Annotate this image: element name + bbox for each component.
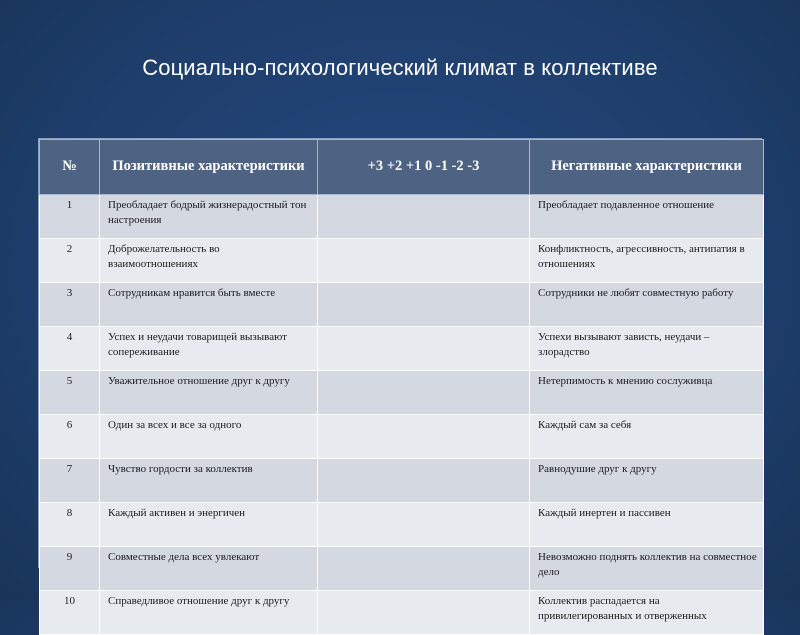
scale-cell[interactable]: [318, 283, 530, 327]
scale-cell[interactable]: [318, 459, 530, 503]
row-number: 1: [40, 195, 100, 239]
positive-cell: Успех и неудачи товарищей вызывают сопереживание: [100, 327, 318, 371]
negative-cell: Сотрудники не любят совместную работу: [530, 283, 764, 327]
negative-cell: Преобладает подавленное отношение: [530, 195, 764, 239]
header-negative: Негативные характеристики: [530, 140, 764, 195]
table-row: [40, 239, 764, 283]
table-row: [40, 195, 764, 239]
positive-cell: Сотрудникам нравится быть вместе: [100, 283, 318, 327]
climate-table-container: [38, 138, 762, 622]
row-number: 5: [40, 371, 100, 415]
row-number: 9: [40, 547, 100, 591]
negative-cell: Каждый сам за себя: [530, 415, 764, 459]
positive-cell: Совместные дела всех увлекают: [100, 547, 318, 591]
scale-cell[interactable]: [318, 415, 530, 459]
table-row: [40, 371, 764, 415]
scale-cell[interactable]: [318, 371, 530, 415]
table-row: [40, 547, 764, 591]
scale-cell[interactable]: [318, 547, 530, 591]
row-number: 10: [40, 591, 100, 635]
climate-table: [39, 139, 764, 635]
table-row: [40, 283, 764, 327]
scale-cell[interactable]: [318, 591, 530, 635]
row-number: 3: [40, 283, 100, 327]
table-row: [40, 503, 764, 547]
header-positive: Позитивные характеристики: [100, 140, 318, 195]
negative-cell: Равнодушие друг к другу: [530, 459, 764, 503]
scale-cell[interactable]: [318, 195, 530, 239]
header-scale: +3 +2 +1 0 -1 -2 -3: [318, 140, 530, 195]
row-number: 7: [40, 459, 100, 503]
positive-cell: Уважительное отношение друг к другу: [100, 371, 318, 415]
table-row: [40, 591, 764, 635]
negative-cell: Конфликтность, агрессивность, антипатия в отношениях: [530, 239, 764, 283]
negative-cell: Невозможно поднять коллектив на совместное дело: [530, 547, 764, 591]
negative-cell: Каждый инертен и пассивен: [530, 503, 764, 547]
scale-cell[interactable]: [318, 503, 530, 547]
positive-cell: Преобладает бодрый жизнерадостный тон настроения: [100, 195, 318, 239]
slide-title: Социально-психологический климат в коллективе: [142, 55, 658, 80]
positive-cell: Справедливое отношение друг к другу: [100, 591, 318, 635]
header-number: №: [40, 140, 100, 195]
row-number: 2: [40, 239, 100, 283]
table-row: [40, 327, 764, 371]
row-number: 4: [40, 327, 100, 371]
positive-cell: Чувство гордости за коллектив: [100, 459, 318, 503]
positive-cell: Каждый активен и энергичен: [100, 503, 318, 547]
negative-cell: Коллектив распадается на привилегированных и отверженных: [530, 591, 764, 635]
scale-cell[interactable]: [318, 239, 530, 283]
negative-cell: Успехи вызывают зависть, неудачи – злорадство: [530, 327, 764, 371]
positive-cell: Доброжелательность во взаимоотношениях: [100, 239, 318, 283]
row-number: 8: [40, 503, 100, 547]
table-row: [40, 459, 764, 503]
negative-cell: Нетерпимость к мнению сослуживца: [530, 371, 764, 415]
positive-cell: Один за всех и все за одного: [100, 415, 318, 459]
row-number: 6: [40, 415, 100, 459]
table-row: [40, 415, 764, 459]
scale-cell[interactable]: [318, 327, 530, 371]
table-header-row: [40, 140, 764, 195]
